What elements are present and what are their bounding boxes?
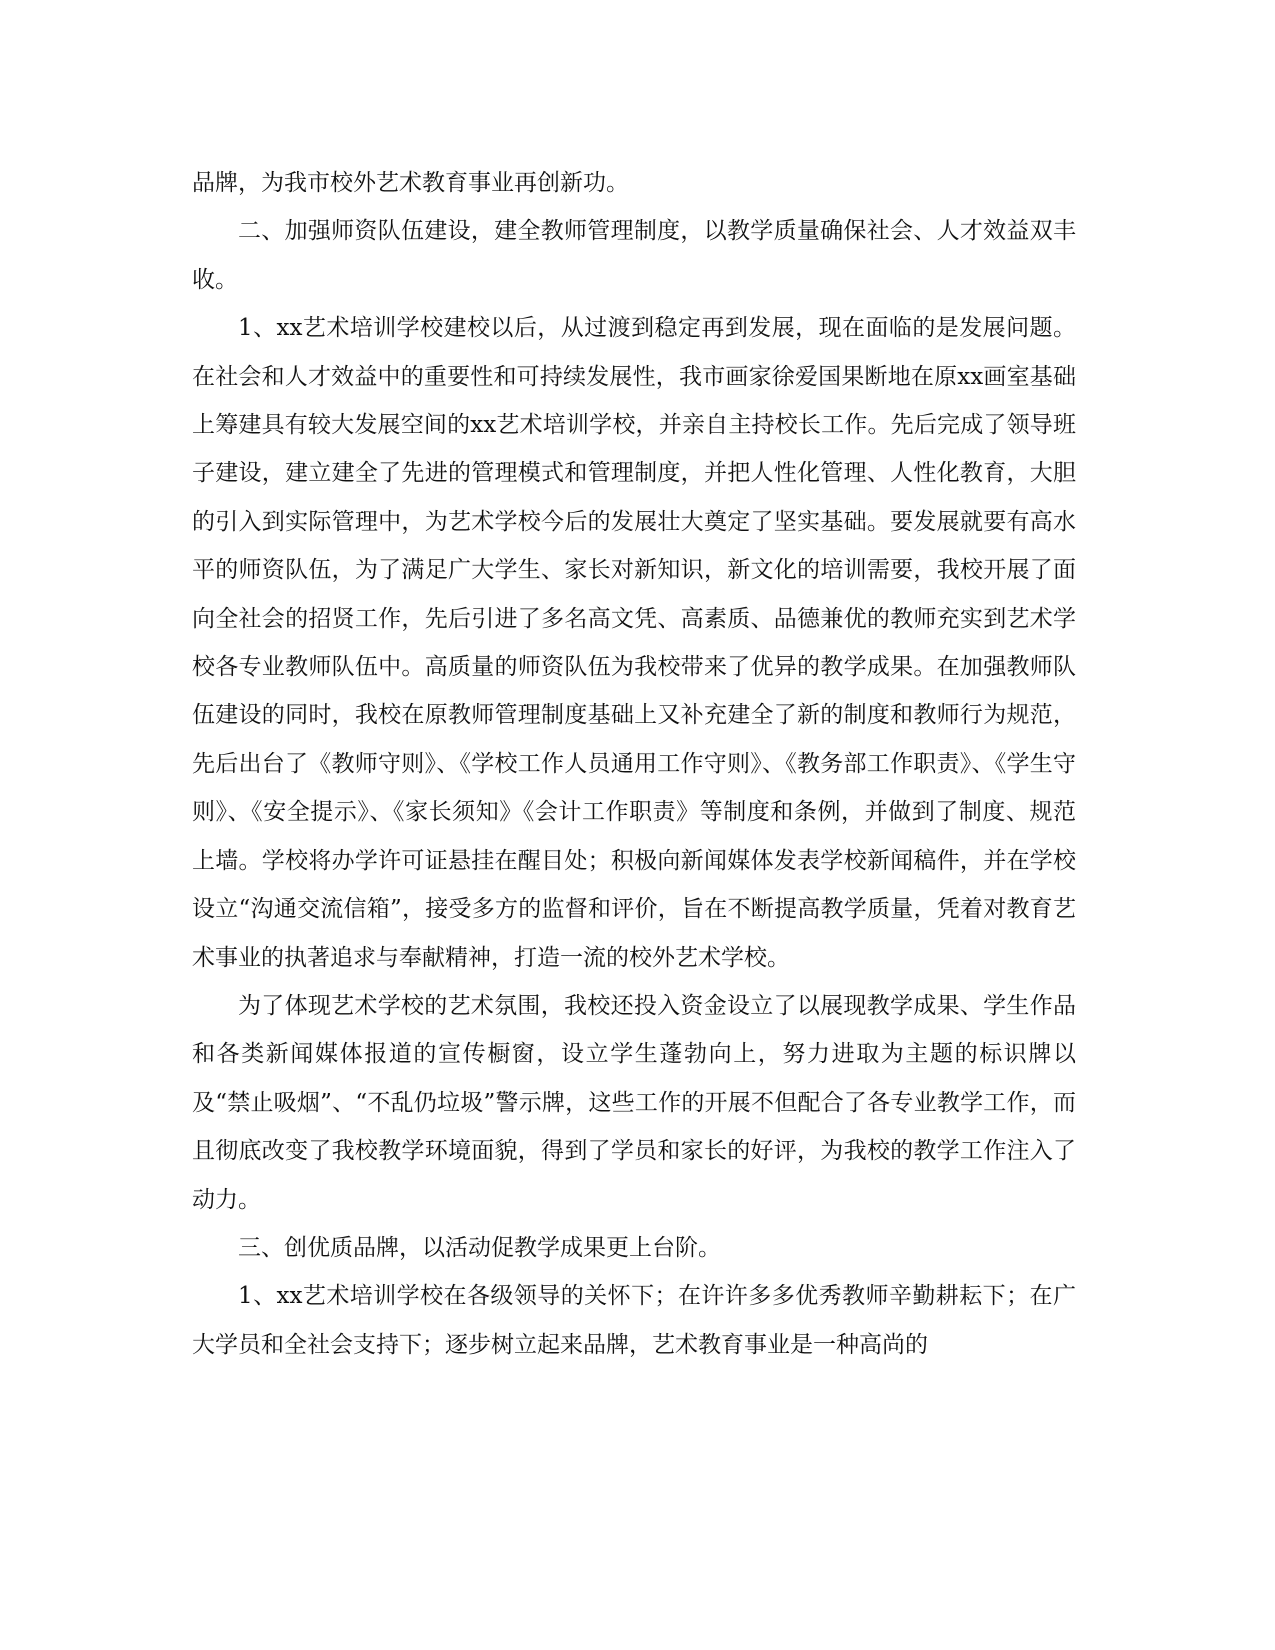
paragraph-art-atmosphere: 为了体现艺术学校的艺术氛围，我校还投入资金设立了以展现教学成果、学生作品和各类新闻媒体报道的宣传橱窗，设立学生蓬勃向上，努力进取为主题的标识牌以及“禁止吸烟”、“不乱仍垃圾”警示牌，这些工作的开展不但配合了各专业教学工作，而且彻底改变了我校教学环境面貌，得到了学员和家长的好评，为我校的教学工作注入了动力。 bbox=[192, 992, 1076, 1213]
section-heading-two: 二、加强师资队伍建设，建全教师管理制度，以教学质量确保社会、人才效益双丰收。 bbox=[192, 218, 1076, 293]
document-body bbox=[192, 159, 1076, 1369]
section-heading-three: 三、创优质品牌，以活动促教学成果更上台阶。 bbox=[238, 1234, 721, 1261]
paragraph-teacher-management: 1、xx艺术培训学校建校以后，从过渡到稳定再到发展，现在面临的是发展问题。在社会和人才效益中的重要性和可持续发展性，我市画家徐爱国果断地在原xx画室基础上筹建具有较大发展空间的xx艺术培训学校，并亲自主持校长工作。先后完成了领导班子建设，建立建全了先进的管理模式和管理制度，并把人性化管理、人性化教育，大胆的引入到实际管理中，为艺术学校今后的发展壮大奠定了坚实基础。要发展就要有高水平的师资队伍，为了满足广大学生、家长对新知识，新文化的培训需要，我校开展了面向全社会的招贤工作，先后引进了多名高文凭、高素质、品德兼优的教师充实到艺术学校各专业教师队伍中。高质量的师资队伍为我校带来了优异的教学成果。在加强教师队伍建设的同时，我校在原教师管理制度基础上又补充建全了新的制度和教师行为规范，先后出台了《教师守则》、《学校工作人员通用工作守则》、《教务部工作职责》、《学生守则》、《安全提示》、《家长须知》《会计工作职责》等制度和条例，并做到了制度、规范上墙。学校将办学许可证悬挂在醒目处；积极向新闻媒体发表学校新闻稿件，并在学校设立“沟通交流信箱”，接受多方的监督和评价，旨在不断提高教学质量，凭着对教育艺术事业的执著追求与奉献精神，打造一流的校外艺术学校。 bbox=[192, 315, 1076, 971]
paragraph-continuation: 品牌，为我市校外艺术教育事业再创新功。 bbox=[192, 170, 629, 196]
paragraph-brand-building: 1、xx艺术培训学校在各级领导的关怀下；在许许多多优秀教师辛勤耕耘下；在广大学员和全社会支持下；逐步树立起来品牌，艺术教育事业是一种高尚的 bbox=[192, 1283, 1076, 1358]
